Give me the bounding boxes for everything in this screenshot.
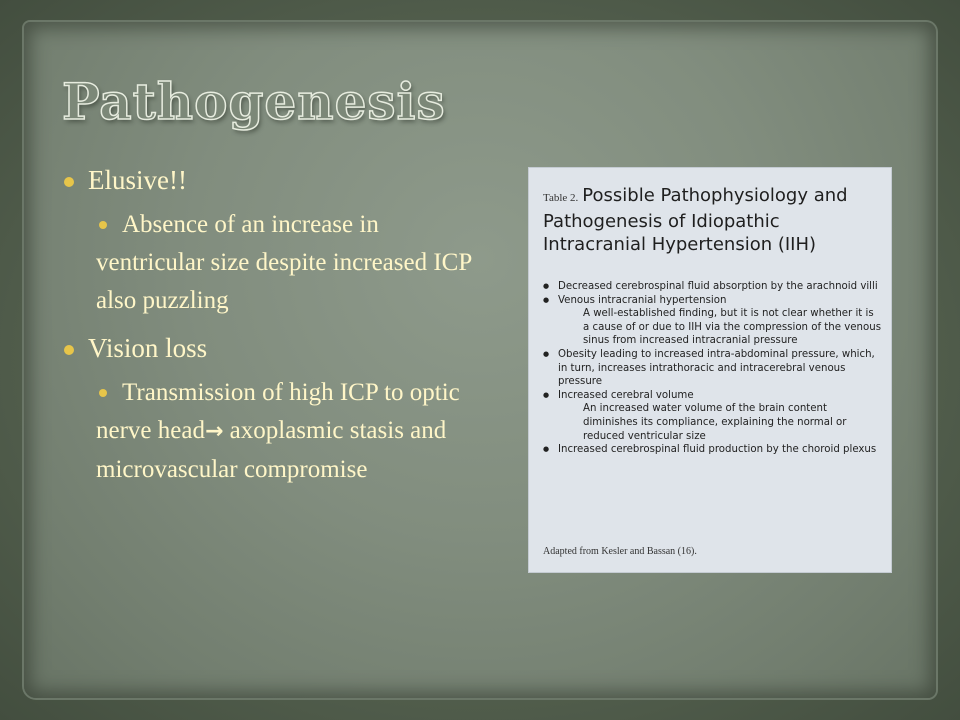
- bullet-vision-loss: Vision loss: [62, 330, 482, 366]
- table-figure: [529, 168, 891, 572]
- sub-bullet-ventricular-size: [96, 206, 482, 320]
- table-item: ● Increased cerebral volume: [543, 389, 883, 403]
- slide-title: Pathogenesis: [62, 72, 446, 131]
- bullet-dot-icon: [99, 389, 107, 397]
- table-item: ● Decreased cerebrospinal fluid absorption by the arachnoid villi: [543, 280, 883, 294]
- bullet-list: [62, 162, 482, 499]
- bullet-elusive: Elusive!!: [62, 162, 482, 198]
- sub-bullet-transmission: [96, 374, 482, 489]
- sub-bullet-text: Absence of an increase in ventricular size despite increased ICP also puzzling: [96, 211, 472, 314]
- table-item: ● Obesity leading to increased intra-abdominal pressure, which, in turn, increases intrathoracic and intracerebral venous pressure: [543, 348, 883, 389]
- table-item-detail: A well-established finding, but it is not clear whether it is a cause of or due to IIH via the compression of the venous sinus from increased intracranial pressure: [583, 308, 882, 347]
- sub-bullet-text-before-arrow: Transmission of high ICP to optic nerve head: [96, 379, 460, 444]
- table-item-list: [543, 280, 883, 457]
- table-credit: Adapted from Kesler and Bassan (16).: [543, 546, 697, 557]
- right-arrow-icon: →: [204, 419, 224, 444]
- bullet-dot-icon: [99, 221, 107, 229]
- table-label: Table 2.: [543, 192, 579, 204]
- table-title-text: Possible Pathophysiology and Pathogenesis of Idiopathic Intracranial Hypertension (IIH): [543, 185, 848, 255]
- table-item: ● Venous intracranial hypertension: [543, 294, 883, 308]
- table-item: ● Increased cerebrospinal fluid production by the choroid plexus: [543, 443, 883, 457]
- table-title: [543, 184, 883, 256]
- table-item-detail: An increased water volume of the brain content diminishes its compliance, explaining the normal or reduced ventricular size: [583, 403, 847, 442]
- sub-bullet-text-after-arrow: axoplasmic stasis and microvascular compromise: [96, 417, 447, 483]
